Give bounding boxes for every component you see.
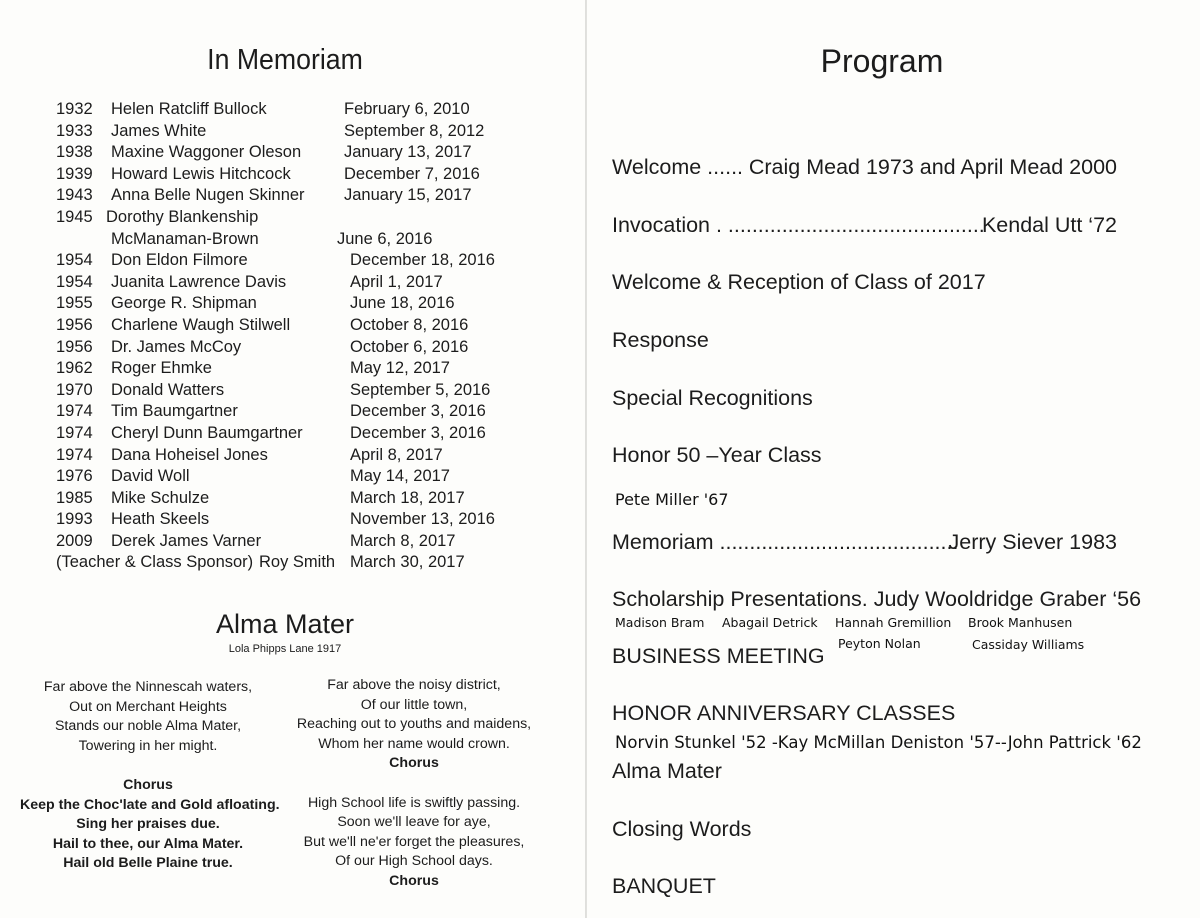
- program-response: Response: [612, 328, 709, 352]
- memoriam-row: [56, 293, 556, 315]
- memoriam-year: 1932: [56, 100, 93, 118]
- alma-mater-verse-right: [280, 676, 548, 892]
- memoriam-row: [56, 401, 556, 423]
- memoriam-name: Tim Baumgartner: [111, 402, 238, 421]
- program-invocation-value: Kendal Utt ‘72: [981, 213, 1117, 237]
- memoriam-date: March 8, 2017: [350, 531, 456, 550]
- memoriam-row: [56, 337, 556, 359]
- program-welcome: [612, 155, 1117, 180]
- memoriam-row: [56, 229, 556, 251]
- memoriam-year: 1945: [56, 207, 93, 226]
- verse-line: High School life is swiftly passing.: [307, 794, 521, 811]
- program-special-recognitions: Special Recognitions: [612, 386, 813, 410]
- verse-line: Of our High School days.: [335, 853, 493, 870]
- scholar-name: Madison Bram: [615, 615, 705, 630]
- memoriam-year: 1956: [56, 337, 93, 356]
- memoriam-year: 1976: [56, 467, 93, 486]
- memoriam-row: [56, 531, 556, 553]
- memoriam-date: December 3, 2016: [350, 402, 486, 421]
- scholar-name: Hannah Gremillion: [835, 615, 952, 630]
- program-invocation-label: Invocation . ...........................................: [612, 213, 985, 237]
- verse-line: Chorus: [123, 776, 173, 793]
- verse-line: Hail to thee, our Alma Mater.: [52, 835, 244, 852]
- program-welcome-value: Craig Mead 1973 and April Mead 2000: [748, 155, 1117, 179]
- verse-line: Keep the Choc'late and Gold afloating.: [20, 796, 280, 813]
- verse-line: Of our little town,: [360, 696, 468, 713]
- memoriam-year: 1938: [56, 143, 93, 162]
- memoriam-name: Donald Watters: [111, 380, 225, 399]
- memoriam-name: Cheryl Dunn Baumgartner: [111, 423, 303, 442]
- alma-mater-author: Lola Phipps Lane 1917: [228, 643, 342, 655]
- verse-line: Sing her praises due.: [76, 816, 220, 833]
- memoriam-date: October 8, 2016: [350, 315, 469, 334]
- memoriam-row: [56, 164, 556, 186]
- honor-50-name: Pete Miller '67: [615, 490, 729, 509]
- memoriam-name: Charlene Waugh Stilwell: [111, 315, 291, 334]
- verse-line: Far above the noisy district,: [327, 677, 501, 693]
- program-scholarship: Scholarship Presentations. Judy Wooldridge Graber ‘56: [612, 587, 1142, 611]
- left-page: [0, 0, 586, 918]
- memoriam-row: [56, 99, 556, 121]
- program-reception: Welcome & Reception of Class of 2017: [612, 270, 986, 294]
- program-welcome-label: Welcome ......: [612, 155, 744, 179]
- memoriam-date: November 13, 2016: [350, 510, 495, 529]
- program-banquet: BANQUET: [612, 874, 716, 898]
- memoriam-year: 1954: [56, 251, 93, 270]
- memoriam-name: Dana Hoheisel Jones: [111, 445, 268, 464]
- memoriam-sponsor-label: (Teacher & Class Sponsor): [56, 553, 254, 572]
- alma-mater-title: Alma Mater: [215, 609, 355, 639]
- memoriam-name: Roger Ehmke: [111, 359, 212, 378]
- program-memoriam-label: Memoriam ........................................: [612, 530, 959, 554]
- memoriam-name: Mike Schulze: [111, 488, 210, 507]
- memoriam-name: George R. Shipman: [111, 294, 257, 313]
- memoriam-row: [56, 423, 556, 445]
- memoriam-year: 1933: [56, 121, 93, 140]
- memoriam-date: March 18, 2017: [350, 488, 465, 507]
- memoriam-date: February 6, 2010: [344, 100, 470, 118]
- program-memoriam-value: Jerry Siever 1983: [948, 530, 1117, 554]
- memoriam-name: Don Eldon Filmore: [111, 251, 248, 270]
- memoriam-row: [56, 488, 556, 510]
- memoriam-date: June 18, 2016: [350, 294, 455, 313]
- verse-line: [20, 756, 276, 776]
- memoriam-name: McManaman-Brown: [111, 229, 259, 248]
- memoriam-date: September 8, 2012: [344, 121, 485, 140]
- verse-line: Soon we'll leave for aye,: [337, 814, 491, 831]
- memoriam-date: September 5, 2016: [350, 380, 491, 399]
- alma-mater-verse-left: [20, 678, 280, 874]
- memoriam-list: [56, 99, 556, 574]
- memoriam-year: 1954: [56, 272, 93, 291]
- memoriam-year: 1939: [56, 164, 93, 183]
- program-closing-words: Closing Words: [612, 817, 752, 841]
- memoriam-name: Dr. James McCoy: [111, 337, 242, 356]
- memoriam-year: 1985: [56, 488, 93, 507]
- memoriam-row: [56, 358, 556, 380]
- memoriam-row: [56, 466, 556, 488]
- verse-line: Chorus: [389, 872, 439, 889]
- honor-classes-names: Norvin Stunkel '52 -Kay McMillan Deniston '57--John Pattrick '62: [615, 733, 1142, 752]
- memoriam-date: December 7, 2016: [344, 164, 480, 183]
- memoriam-row: [56, 121, 556, 143]
- memoriam-name: Derek James Varner: [111, 531, 262, 550]
- memoriam-row: [56, 445, 556, 467]
- memoriam-year: 1974: [56, 445, 93, 464]
- memoriam-name: Anna Belle Nugen Skinner: [111, 186, 305, 205]
- memoriam-row: [56, 380, 556, 402]
- scholar-name: Peyton Nolan: [838, 636, 921, 651]
- memoriam-name: David Woll: [111, 467, 190, 486]
- memoriam-name: Dorothy Blankenship: [106, 207, 259, 226]
- memoriam-year: 1956: [56, 315, 93, 334]
- memoriam-name: Helen Ratcliff Bullock: [111, 100, 267, 118]
- scholar-name: Cassiday Williams: [972, 637, 1085, 652]
- verse-line: Far above the Ninnescah waters,: [43, 679, 253, 695]
- memoriam-date: June 6, 2016: [337, 229, 433, 248]
- memoriam-date: January 13, 2017: [344, 143, 472, 162]
- memoriam-date: May 14, 2017: [350, 467, 450, 486]
- verse-line: Hail old Belle Plaine true.: [63, 855, 233, 872]
- memoriam-sponsor-name: Roy Smith: [259, 553, 336, 572]
- verse-line: Stands our noble Alma Mater,: [54, 718, 242, 735]
- verse-line: Whom her name would crown.: [318, 735, 510, 752]
- program-business-meeting: BUSINESS MEETING: [612, 644, 825, 668]
- memoriam-year: 1974: [56, 423, 93, 442]
- verse-line: Out on Merchant Heights: [69, 698, 227, 715]
- memoriam-sponsor-date: March 30, 2017: [350, 553, 465, 572]
- memoriam-row: [56, 207, 556, 229]
- memoriam-year: 1962: [56, 359, 93, 378]
- verse-line: But we'll ne'er forget the pleasures,: [303, 833, 525, 850]
- memoriam-date: May 12, 2017: [350, 359, 450, 378]
- verse-line: Chorus: [389, 755, 439, 772]
- memoriam-name: Howard Lewis Hitchcock: [111, 164, 291, 183]
- memoriam-row: [56, 315, 556, 337]
- memoriam-date: October 6, 2016: [350, 337, 469, 356]
- memoriam-row: [56, 250, 556, 272]
- program-title: Program: [820, 43, 944, 79]
- memoriam-year: 1993: [56, 510, 93, 529]
- memoriam-row: [56, 142, 556, 164]
- program-honor-classes: HONOR ANNIVERSARY CLASSES: [612, 701, 956, 725]
- memoriam-date: December 18, 2016: [350, 251, 495, 270]
- verse-line: Reaching out to youths and maidens,: [296, 716, 532, 733]
- memoriam-name: Juanita Lawrence Davis: [111, 272, 287, 291]
- memoriam-name: Heath Skeels: [111, 510, 210, 529]
- memoriam-date: January 15, 2017: [344, 186, 472, 205]
- memoriam-year: 2009: [56, 531, 93, 550]
- scholar-name: Brook Manhusen: [968, 615, 1073, 630]
- memoriam-year: 1970: [56, 380, 93, 399]
- memoriam-date: April 8, 2017: [350, 445, 443, 464]
- memoriam-name: James White: [111, 121, 207, 140]
- memoriam-row-sponsor: [56, 552, 556, 574]
- memoriam-row: [56, 272, 556, 294]
- program-memoriam: [612, 530, 1117, 555]
- scholar-name: Abagail Detrick: [722, 615, 818, 630]
- memoriam-name: Maxine Waggoner Oleson: [111, 143, 302, 162]
- memoriam-row: [56, 185, 556, 207]
- memoriam-title: In Memoriam: [207, 44, 363, 76]
- verse-line: [280, 774, 548, 794]
- program-alma-mater: Alma Mater: [612, 759, 722, 783]
- memoriam-row: [56, 509, 556, 531]
- verse-line: Towering in her might.: [78, 737, 218, 754]
- memoriam-year: 1974: [56, 402, 93, 421]
- program-invocation: [612, 213, 1117, 238]
- memoriam-date: April 1, 2017: [350, 272, 443, 291]
- memoriam-year: 1943: [56, 186, 93, 205]
- memoriam-year: 1955: [56, 294, 93, 313]
- program-honor-50: Honor 50 –Year Class: [612, 443, 822, 467]
- memoriam-date: December 3, 2016: [350, 423, 486, 442]
